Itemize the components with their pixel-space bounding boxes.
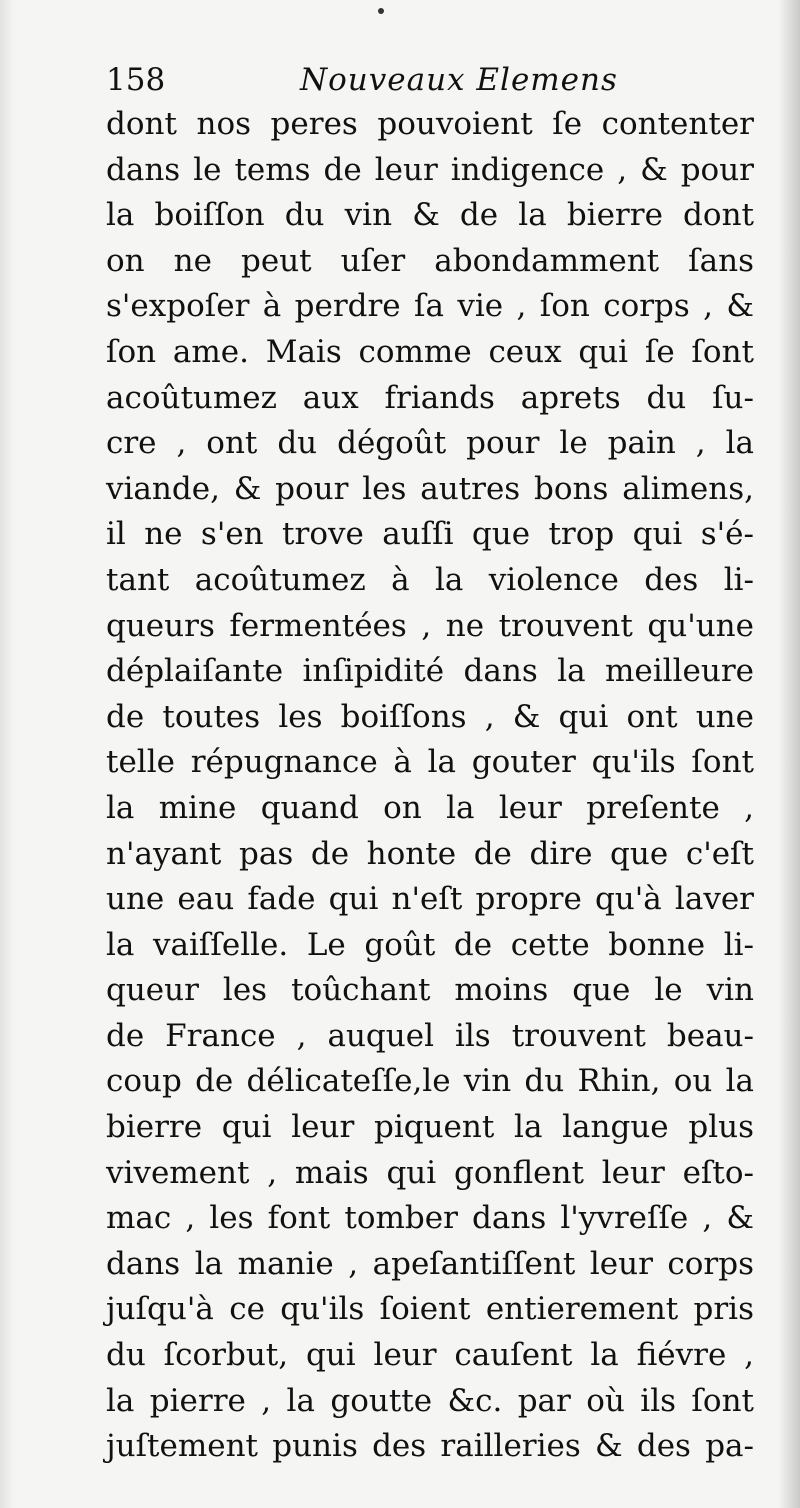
text-line: queurs fermentées , ne trouvent qu'une: [106, 607, 754, 644]
running-title: Nouveaux Elemens: [300, 62, 618, 98]
text-line: viande, & pour les autres bons alimens,: [106, 470, 754, 507]
text-line: queur les toûchant moins que le vin: [106, 972, 754, 1009]
page-number: 158: [106, 62, 166, 98]
text-line: s'expoſer à perdre ſa vie , ſon corps , &: [106, 288, 754, 325]
text-line: mac , les font tomber dans l'yvreſſe , &: [106, 1200, 754, 1237]
text-line: cre , ont du dégoût pour le pain , la: [106, 425, 754, 462]
text-line: dont nos peres pouvoient ſe contenter: [106, 106, 754, 142]
text-line: bierre qui leur piquent la langue plus: [106, 1109, 754, 1146]
running-header: [106, 58, 746, 102]
ink-speck: [378, 8, 384, 14]
text-line: tant acoûtumez à la violence des li-: [106, 561, 754, 598]
text-line: telle répugnance à la gouter qu'ils ſont: [106, 744, 754, 781]
text-line: de France , auquel ils trouvent beau-: [106, 1017, 754, 1054]
text-line: la vaiſſelle. Le goût de cette bonne li-: [106, 926, 754, 963]
text-line: juſtement punis des railleries & des pa-: [106, 1428, 754, 1465]
body-text: [106, 102, 754, 1470]
page-left-edge-shadow: [0, 0, 14, 1508]
text-line: dans la manie , apeſantiſſent leur corps: [106, 1245, 754, 1282]
text-line: coup de délicateſſe,le vin du Rhin, ou la: [106, 1063, 754, 1100]
text-line: de toutes les boiſſons , & qui ont une: [106, 698, 754, 735]
text-line: n'ayant pas de honte de dire que c'eſt: [106, 835, 754, 872]
text-line: du ſcorbut, qui leur cauſent la fiévre ,: [106, 1337, 754, 1374]
text-line: juſqu'à ce qu'ils ſoient entierement pris: [106, 1291, 754, 1328]
text-line: ſon ame. Mais comme ceux qui ſe ſont: [106, 333, 754, 370]
text-line: une eau fade qui n'eſt propre qu'à laver: [106, 881, 754, 918]
text-line: la mine quand on la leur preſente ,: [106, 789, 754, 826]
text-line: la boiſſon du vin & de la bierre dont: [106, 197, 754, 234]
text-line: la pierre , la goutte &c. par où ils ſont: [106, 1382, 754, 1419]
text-line: dans le tems de leur indigence , & pour: [106, 151, 754, 188]
page-gutter-shadow: [778, 0, 800, 1508]
text-line: il ne s'en trove auſſi que trop qui s'é-: [106, 516, 754, 553]
text-line: vivement , mais qui gonflent leur eſto-: [106, 1154, 754, 1191]
text-line: acoûtumez aux friands aprets du ſu-: [106, 379, 754, 416]
text-line: on ne peut uſer abondamment ſans: [106, 242, 754, 279]
text-line: déplaiſante inſipidité dans la meilleure: [106, 653, 754, 690]
